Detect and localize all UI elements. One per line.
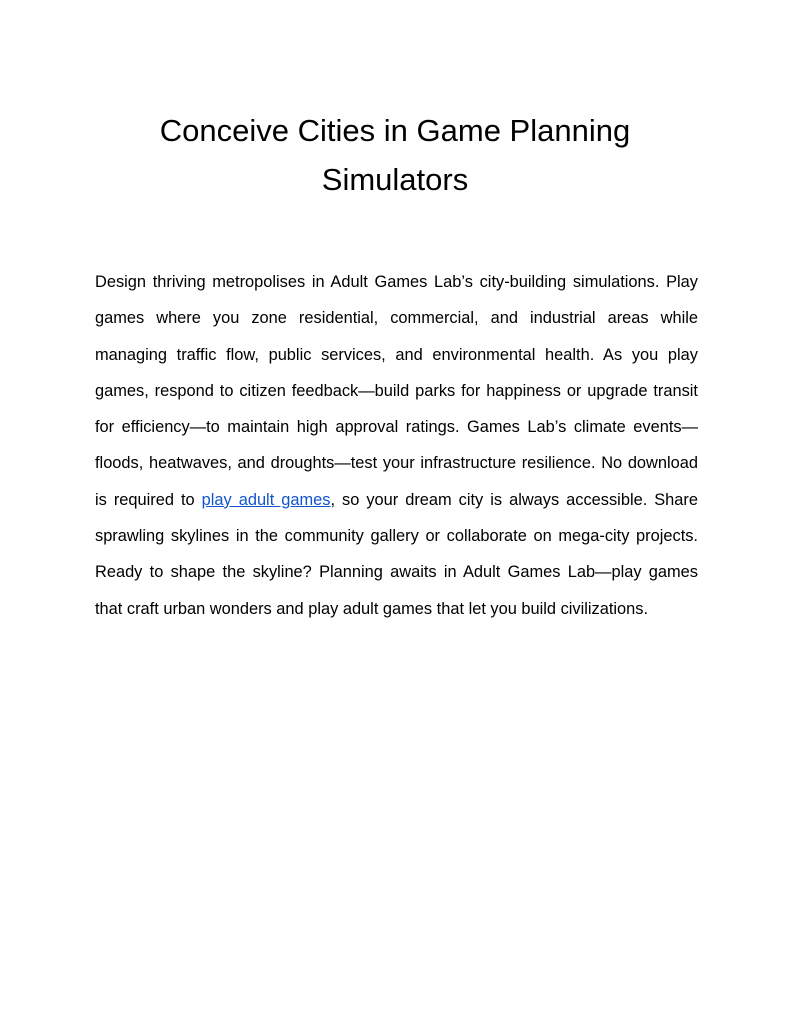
title-line-1: Conceive Cities in Game Planning [159,113,631,148]
document-title [95,106,695,204]
paragraph-text-after-link: , so your dream city is always accessible. Share sprawling skylines in the community gallery or collaborate on mega-city projects. Ready to shape the skyline? Planning awaits in Adult Games Lab—play games that craft urban wonders and play adult games that let you build civilizations. [95,490,698,618]
paragraph-text-before-link: Design thriving metropolises in Adult Games Lab’s city-building simulations. Play games where you zone residential, commercial, and industrial areas while managing traffic flow, public services, and environmental health. As you play games, respond to citizen feedback—build parks for happiness or upgrade transit for efficiency—to maintain high approval ratings. Games Lab’s climate events—floods, heatwaves, and droughts—test your infrastructure resilience. No download is required to [95,273,698,509]
body-paragraph [95,264,698,627]
title-line-2: Simulators [321,162,469,197]
play-adult-games-link[interactable]: play adult games [201,490,331,509]
